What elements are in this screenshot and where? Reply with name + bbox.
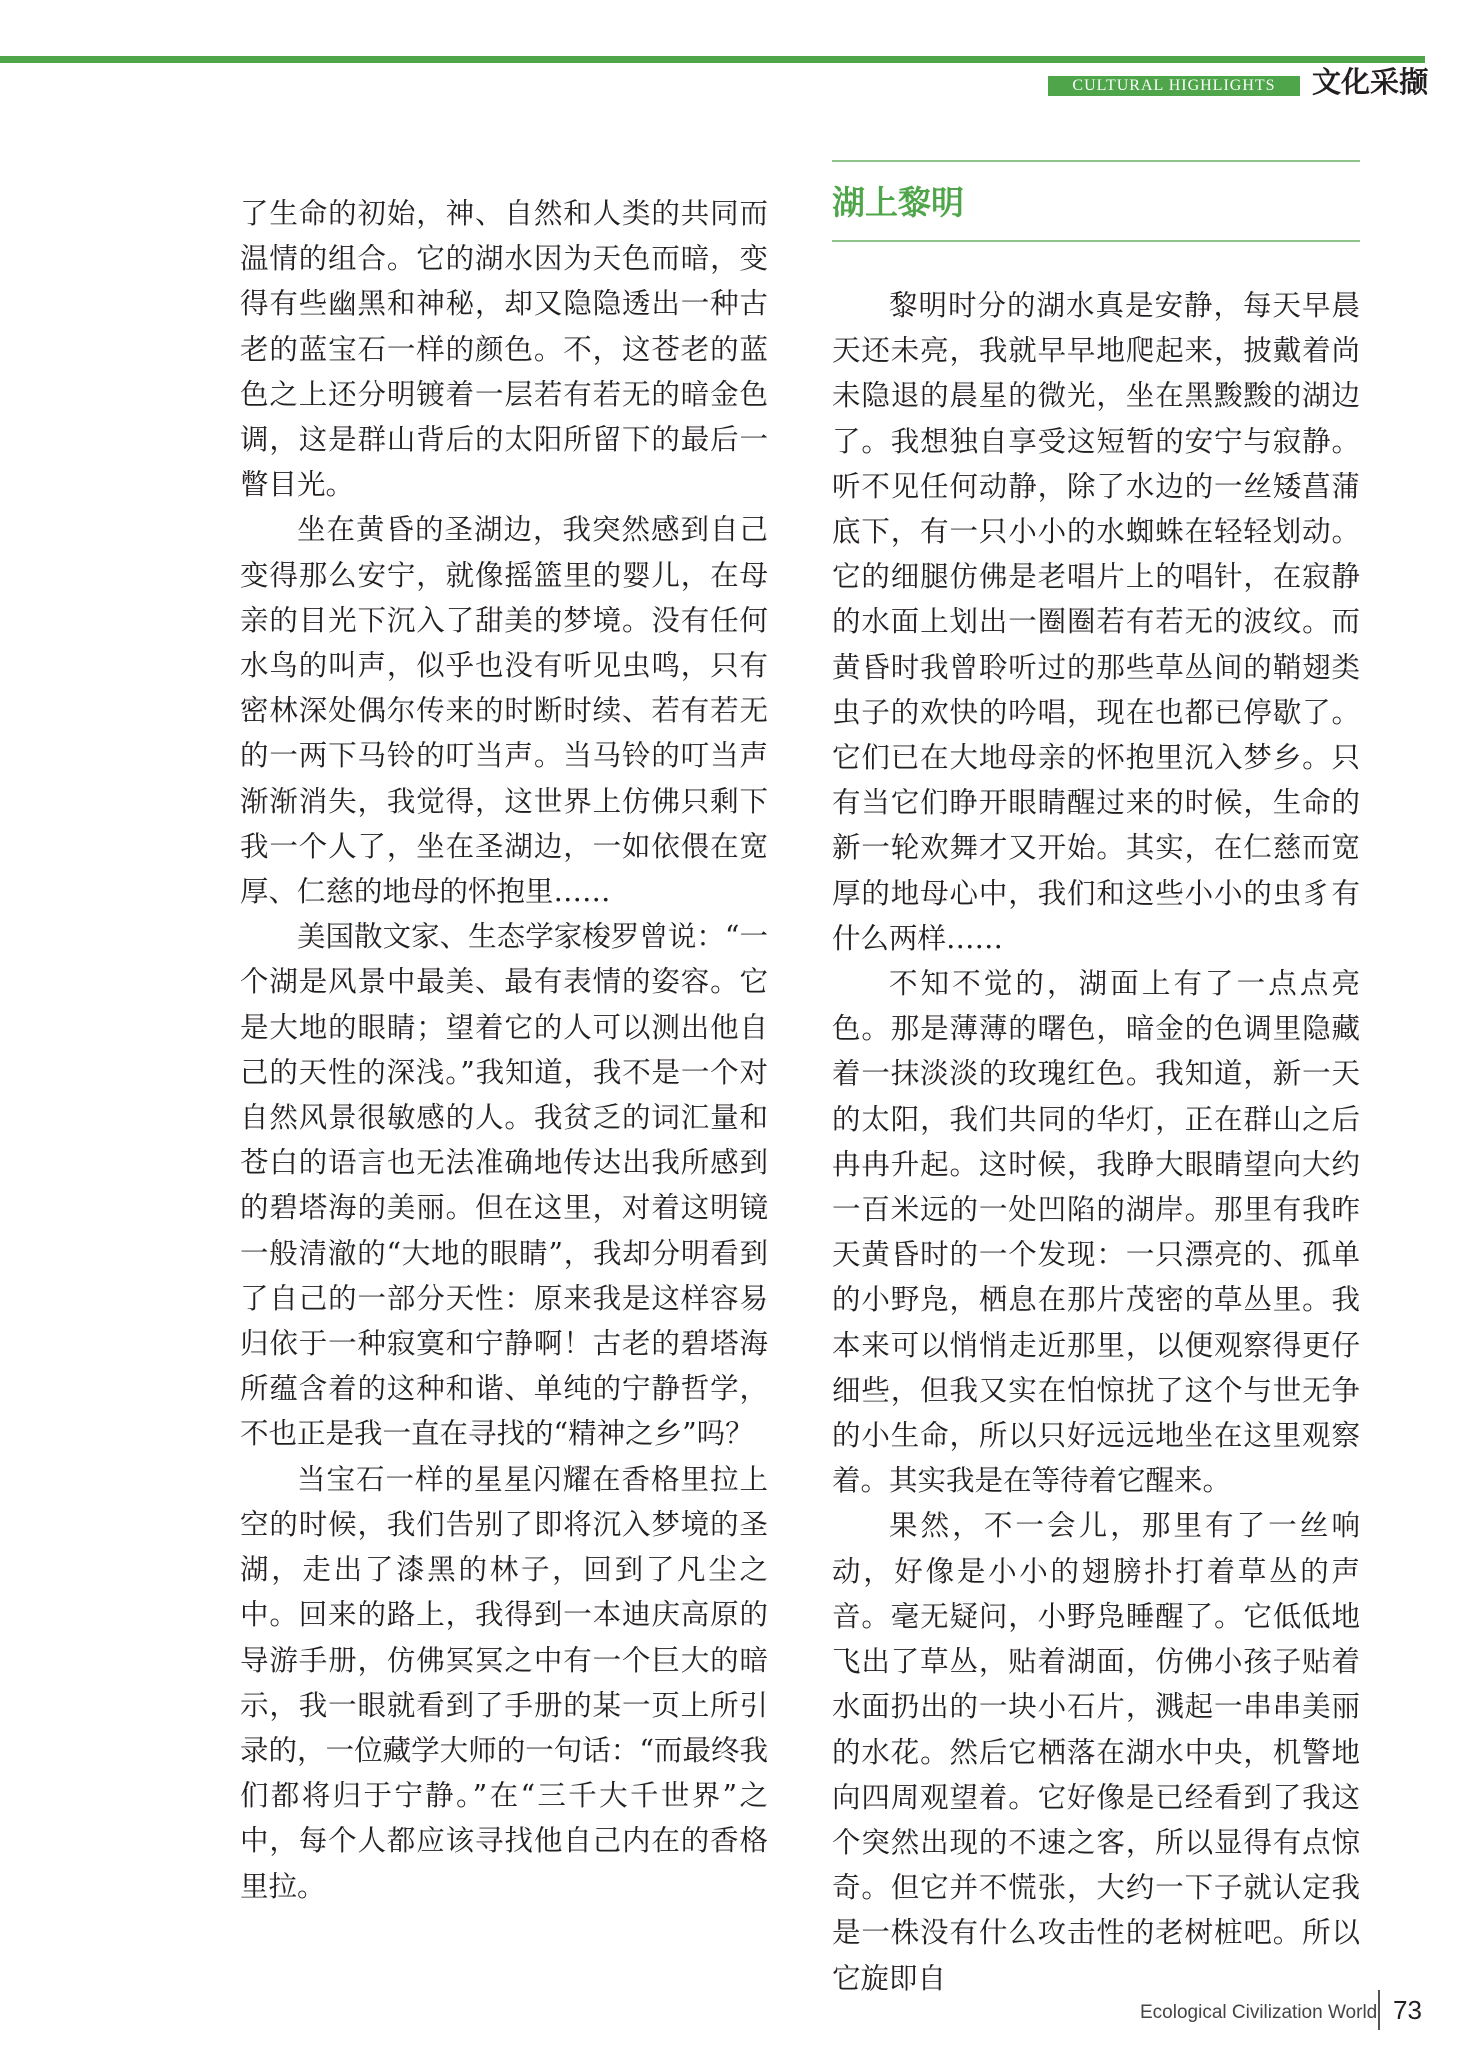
section-title-chinese: 文化采撷 [1312, 65, 1429, 99]
section-tag-english: CULTURAL HIGHLIGHTS [1048, 76, 1300, 96]
header-rule [0, 56, 1425, 63]
paragraph: 当宝石一样的星星闪耀在香格里拉上空的时候，我们告别了即将沉入梦境的圣湖，走出了漆黑的林子，回到了凡尘之中。回来的路上，我得到一本迪庆高原的导游手册，仿佛冥冥之中有一个巨大的暗示，我一眼就看到了手册的某一页上所引录的，一位藏学大师的一句话：“而最终我们都将归于宁静。”在“三千大千世界”之中，每个人都应该寻找他自己内在的香格里拉。 [240, 1462, 768, 1903]
paragraph: 美国散文家、生态学家梭罗曾说：“一个湖是风景中最美、最有表情的姿容。它是大地的眼睛；望着它的人可以测出他自己的天性的深浅。”我知道，我不是一个对自然风景很敏感的人。我贫乏的词汇量和苍白的语言也无法准确地传达出我所感到的碧塔海的美丽。但在这里，对着这明镜一般清澈的“大地的眼睛”，我却分明看到了自己的一部分天性：原来我是这样容易归依于一种寂寞和宁静啊！古老的碧塔海所蕴含着的这种和谐、单纯的宁静哲学，不也正是我一直在寻找的“精神之乡”吗？ [240, 920, 768, 1451]
left-column [240, 191, 768, 1909]
footer-divider [1378, 1990, 1380, 2030]
paragraph: 了生命的初始，神、自然和人类的共同而温情的组合。它的湖水因为天色而暗，变得有些幽黑和神秘，却又隐隐透出一种古老的蓝宝石一样的颜色。不，这苍老的蓝色之上还分明镀着一层若有若无的暗金色调，这是群山背后的太阳所留下的最后一瞥目光。 [240, 197, 768, 502]
paragraph: 黎明时分的湖水真是安静，每天早晨天还未亮，我就早早地爬起来，披戴着尚未隐退的晨星的微光，坐在黑黢黢的湖边了。我想独自享受这短暂的安宁与寂静。听不见任何动静，除了水边的一丝矮菖蒲底下，有一只小小的水蜘蛛在轻轻划动。它的细腿仿佛是老唱片上的唱针，在寂静的水面上划出一圈圈若有若无的波纹。而黄昏时我曾聆听过的那些草丛间的鞘翅类虫子的欢快的吟唱，现在也都已停歇了。它们已在大地母亲的怀抱里沉入梦乡。只有当它们睁开眼睛醒过来的时候，生命的新一轮欢舞才又开始。其实，在仁慈而宽厚的地母心中，我们和这些小小的虫豸有什么两样…… [832, 289, 1360, 955]
right-column [832, 283, 1360, 2001]
paragraph: 不知不觉的，湖面上有了一点点亮色。那是薄薄的曙色，暗金的色调里隐藏着一抹淡淡的玫瑰红色。我知道，新一天的太阳，我们共同的华灯，正在群山之后冉冉升起。这时候，我睁大眼睛望向大约一百米远的一处凹陷的湖岸。那里有我昨天黄昏时的一个发现：一只漂亮的、孤单的小野凫，栖息在那片茂密的草丛里。我本来可以悄悄走近那里，以便观察得更仔细些，但我又实在怕惊扰了这个与世无争的小生命，所以只好远远地坐在这里观察着。其实我是在等待着它醒来。 [832, 967, 1360, 1498]
article-title: 湖上黎明 [832, 183, 964, 222]
paragraph: 果然，不一会儿，那里有了一丝响动，好像是小小的翅膀扑打着草丛的声音。毫无疑问，小野凫睡醒了。它低低地飞出了草丛，贴着湖面，仿佛小孩子贴着水面扔出的一块小石片，溅起一串串美丽的水花。然后它栖落在湖水中央，机警地向四周观望着。它好像是已经看到了我这个突然出现的不速之客，所以显得有点惊奇。但它并不慌张，大约一下子就认定我是一株没有什么攻击性的老树桩吧。所以它旋即自 [832, 1509, 1360, 1995]
article-title-rule-bottom [832, 240, 1360, 242]
article-title-rule-top [832, 160, 1360, 162]
page-number: 73 [1393, 1995, 1422, 2025]
paragraph: 坐在黄昏的圣湖边，我突然感到自己变得那么安宁，就像摇篮里的婴儿，在母亲的目光下沉入了甜美的梦境。没有任何水鸟的叫声，似乎也没有听见虫鸣，只有密林深处偶尔传来的时断时续、若有若无的一两下马铃的叮当声。当马铃的叮当声渐渐消失，我觉得，这世界上仿佛只剩下我一个人了，坐在圣湖边，一如依偎在宽厚、仁慈的地母的怀抱里…… [240, 513, 768, 909]
footer-magazine-name: Ecological Civilization World [1140, 2002, 1378, 2023]
